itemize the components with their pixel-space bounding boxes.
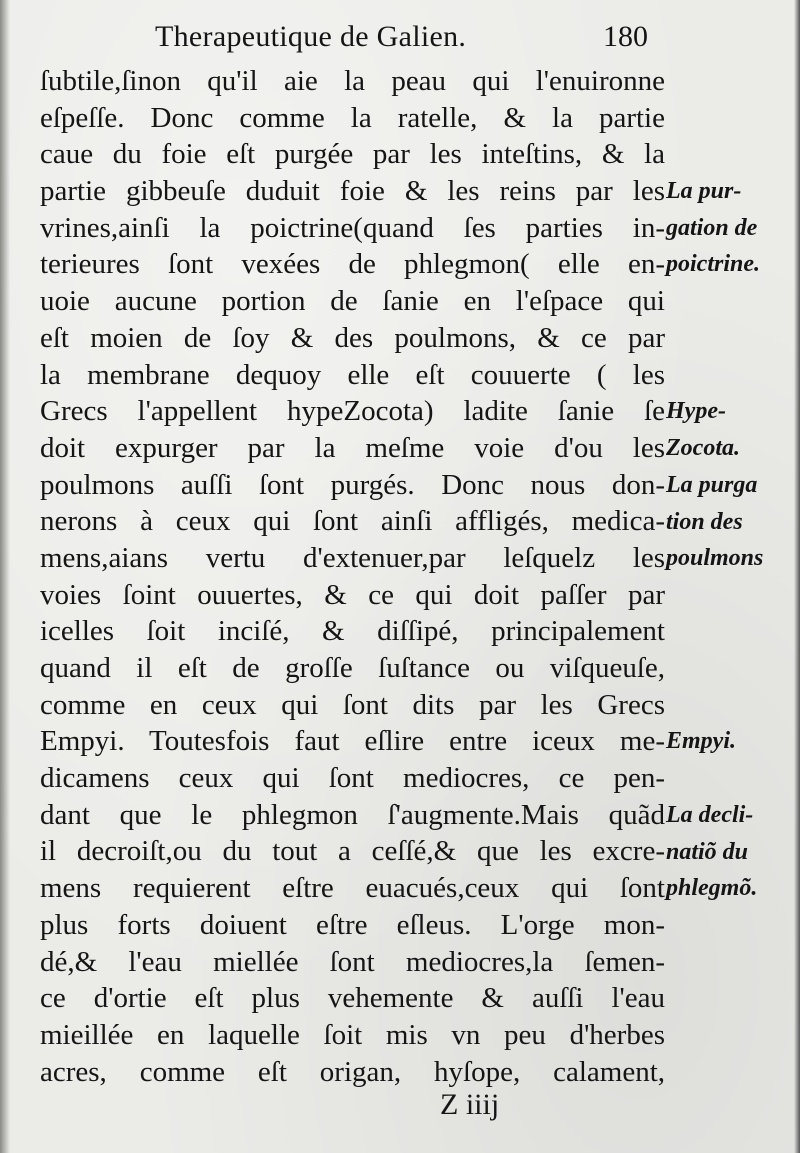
text-line: icelles ſoit inciſé, & diſſipé, principalement [40,615,665,648]
text-line: mieillée en laquelle ſoit mis vn peu d'herbes [40,1018,665,1051]
running-title: Therapeutique de Galien. [155,20,467,53]
text-line: eſpeſſe. Donc comme la ratelle, & la partie [40,101,665,134]
text-line: dé,& l'eau miellée ſont mediocres,la ſemen- [40,945,665,978]
text-line: mens requierent eſtre euacués,ceux qui ſont [40,872,665,905]
signature-mark: Z iiij [440,1088,500,1121]
page-number: 180 [603,20,648,53]
margin-note-line: Empyi. [666,728,736,754]
text-line: nerons à ceux qui ſont ainſi affligés, medica- [40,505,665,538]
text-line: dant que le phlegmon ſ'augmente.Mais quãd [40,798,665,831]
page-header [155,20,655,60]
margin-note-line: Hype- [666,398,726,424]
main-text-block [40,63,665,1090]
margin-note-declination-phlegmon [666,797,796,907]
text-line: poulmons auſſi ſont purgés. Donc nous don- [40,468,665,501]
margin-note-empyi [666,723,796,760]
margin-note-line: La purga [666,472,758,498]
text-line: voies ſoint ouuertes, & ce qui doit paſſer par [40,578,665,611]
text-line: ſubtile,ſinon qu'il aie la peau qui l'enuironne [40,65,665,97]
text-line: partie gibbeuſe duduit foie & les reins par les [40,175,665,208]
text-line: vrines,ainſi la poictrine(quand ſes parties in- [40,211,665,244]
text-line: terieures ſont vexées de phlegmon( elle en- [40,248,665,281]
text-line: comme en ceux qui ſont dits par les Grecs [40,688,665,721]
text-line: doit expurger par la meſme voie d'ou les [40,431,665,464]
margin-note-purgation-poulmons [666,467,796,577]
margin-note-hypezocota [666,393,796,466]
margin-note-line: tion des [666,508,743,535]
text-line: dicamens ceux qui ſont mediocres, ce pen- [40,762,665,795]
text-line: la membrane dequoy elle eſt couuerte ( les [40,358,665,391]
text-line: caue du foie eſt purgée par les inteſtins, & la [40,138,665,171]
margin-note-purgation-poictrine [666,173,796,283]
margin-note-line: natiõ du [666,838,749,865]
text-line: eſt moien de ſoy & des poulmons, & ce par [40,321,665,354]
text-line: il decroiſt,ou du tout a ceſſé,& que les excre- [40,835,665,868]
margin-note-line: gation de [666,214,758,241]
text-line: plus forts doiuent eſtre eſleus. L'orge mon- [40,908,665,941]
text-line: Grecs l'appellent hypeZocota) ladite ſanie ſe [40,395,665,428]
margin-note-line: poictrine. [666,251,760,278]
margin-note-line: La pur- [666,178,742,204]
text-line: quand il eſt de groſſe ſuſtance ou viſqueuſe, [40,652,665,684]
text-line: Empyi. Toutesfois faut eſlire entre iceux me- [40,725,665,758]
text-line: ce d'ortie eſt plus vehemente & auſſi l'eau [40,982,665,1015]
text-line: uoie aucune portion de ſanie en l'eſpace qui [40,285,665,318]
margin-note-line: La decli- [666,802,754,828]
margin-note-line: Zocota. [666,434,740,461]
margin-note-line: phlegmõ. [666,875,758,902]
text-line: acres, comme eſt origan, hyſope, calament, [40,1055,665,1088]
margin-note-line: poulmons [666,545,764,572]
text-line: mens,aians vertu d'extenuer,par leſquelz les [40,541,665,574]
